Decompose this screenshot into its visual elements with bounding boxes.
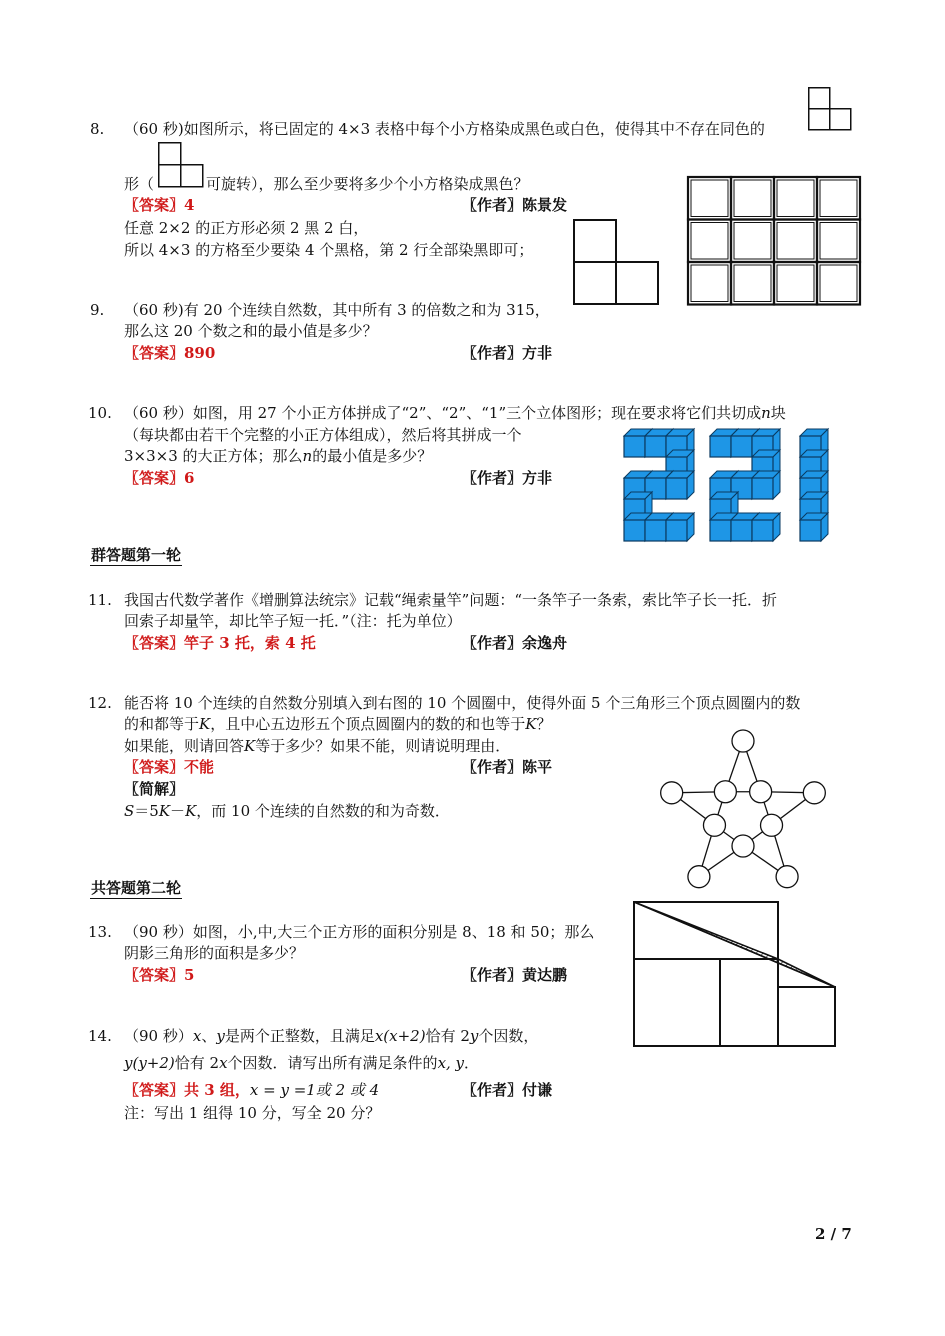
cube-front — [666, 520, 687, 541]
q10-answer: 〖答案〗6 — [124, 469, 195, 487]
q12-sol-minus: － — [170, 802, 186, 820]
pentagram-circles-figure — [668, 728, 818, 892]
q10-line3 — [124, 446, 432, 466]
cube-front — [710, 520, 731, 541]
q14-expr2: y(y+2) — [124, 1054, 175, 1072]
q11-author: 〖作者〗余逸舟 — [462, 634, 568, 652]
q13-answer: 〖答案〗5 — [124, 966, 195, 984]
q10-line1-text: （60 秒）如图，用 27 个小正方体拼成了“2”、“2”、“1”三个立体图形；现在要求将它们共切成 — [124, 404, 762, 422]
q10-number: 10. — [88, 404, 112, 422]
grid-4x3-figure — [686, 175, 862, 305]
grid-cell-inner — [734, 180, 771, 217]
grid-cell-inner — [820, 265, 857, 302]
cube-front — [800, 520, 821, 541]
q14-var-x: x — [192, 1027, 202, 1045]
q8-solution-1: 任意 2×2 的正方形必须 2 黑 2 白， — [124, 219, 369, 237]
outer-circle — [688, 866, 710, 888]
q14-expr1: x(x+2) — [374, 1027, 426, 1045]
q10-line2: （每块都由若干个完整的小正方体组成），然后将其拼成一个 — [124, 426, 522, 444]
grid-cell-inner — [820, 223, 857, 260]
q12-line3-post: 等于多少？如果不能，则请说明理由． — [255, 737, 511, 755]
q14-line1-d: 个因数， — [478, 1027, 539, 1045]
grid-cell — [688, 220, 731, 263]
q10-line3-post: 的最小值是多少？ — [312, 447, 433, 465]
three-squares-figure — [632, 900, 838, 1048]
cube-front — [624, 436, 645, 457]
q8-line2-suffix: 可旋转），那么至少要将多少个小方格染成黑色？ — [206, 175, 529, 193]
grid-cell-inner — [691, 180, 728, 217]
q8-solution-2: 所以 4×3 的方格至少要染 4 个黑格，第 2 行全部染黑即可； — [124, 241, 534, 259]
grid-cell — [817, 262, 860, 305]
q14-answer-a: 〖答案〗共 3 组， — [124, 1081, 250, 1099]
q10-var-n2: n — [302, 447, 313, 465]
q14-note: 注：写出 1 组得 10 分，写全 20 分？ — [124, 1104, 381, 1122]
grid-cell-inner — [777, 180, 814, 217]
grid-cell — [688, 177, 731, 220]
q14-var-y: y — [216, 1027, 225, 1045]
q10-var-n: n — [761, 404, 771, 422]
inner-circle — [714, 781, 736, 803]
q9-author: 〖作者〗方非 — [462, 344, 553, 362]
outer-circle — [661, 782, 683, 804]
q11-line1: 我国古代数学著作《增删算法统宗》记载“绳索量竿”问题：“一条竿子一条索，索比竿子长一托．折 — [124, 591, 778, 609]
cube-front — [752, 478, 773, 499]
cube-front — [710, 436, 731, 457]
grid-cell — [817, 220, 860, 263]
cube-front — [645, 520, 666, 541]
q14-line1-sep: 、 — [201, 1027, 217, 1045]
q8-number: 8. — [90, 120, 105, 138]
q14-line2 — [124, 1053, 479, 1073]
q12-line2-end: ？ — [536, 715, 552, 733]
q9-line1: （60 秒)有 20 个连续自然数，其中所有 3 的倍数之和为 315， — [124, 301, 550, 319]
q10-author: 〖作者〗方非 — [462, 469, 553, 487]
q12-sol-s: S — [124, 802, 135, 820]
cube-front — [645, 436, 666, 457]
q14-var-x2: x — [219, 1054, 228, 1072]
small-l-shape-icon — [808, 87, 852, 131]
outer-circle — [732, 730, 754, 752]
inner-circle — [761, 814, 783, 836]
q14-line2-end: ． — [464, 1054, 480, 1072]
cube-front — [752, 520, 773, 541]
grid-cell-inner — [777, 223, 814, 260]
q12-answer: 〖答案〗不能 — [124, 758, 215, 776]
q10-line1-end: 块 — [770, 404, 786, 422]
grid-cell — [774, 220, 817, 263]
q12-sol-k1: K — [158, 802, 171, 820]
q14-answer — [124, 1080, 379, 1100]
q12-line2-pre: 的和都等于 — [124, 715, 200, 733]
grid-cell — [731, 220, 774, 263]
q13-line2: 阴影三角形的面积是多少？ — [124, 944, 305, 962]
cube-front — [624, 520, 645, 541]
q13-author: 〖作者〗黄达鹏 — [462, 966, 568, 984]
q12-line3-pre: 如果能，则请回答 — [124, 737, 245, 755]
q12-number: 12. — [88, 694, 112, 712]
outer-circle — [803, 782, 825, 804]
grid-cell-inner — [734, 223, 771, 260]
q14-line1-b: 是两个正整数，且满足 — [224, 1027, 375, 1045]
q8-line2-prefix: 形（ — [124, 175, 155, 193]
q8-line1: （60 秒)如图所示，将已固定的 4×3 表格中每个小方格染成黑色或白色，使得其中不存在同色的 — [124, 120, 765, 138]
inner-circle — [750, 781, 772, 803]
q14-line2-a: 恰有 2 — [174, 1054, 220, 1072]
q11-number: 11. — [88, 591, 112, 609]
q12-brief-label: 〖简解〗 — [124, 780, 185, 798]
grid-cell — [774, 177, 817, 220]
cube-front — [731, 436, 752, 457]
q12-line1: 能否将 10 个连续的自然数分别填入到右图的 10 个圆圈中，使得外面 5 个三角形三个顶点圆圈内的数 — [124, 694, 801, 712]
q12-var-k2: K — [525, 715, 537, 733]
q12-line2 — [124, 714, 551, 734]
small-l-shape-inline-icon — [158, 142, 204, 188]
q11-answer: 〖答案〗竿子 3 托，索 4 托 — [124, 634, 316, 652]
q13-number: 13. — [88, 923, 112, 941]
q9-number: 9. — [90, 301, 105, 319]
q14-line1-a: （90 秒） — [124, 1027, 193, 1045]
section-shared-round-2: 共答题第二轮 — [91, 879, 182, 897]
q12-line2-mid: ，且中心五边形五个顶点圆圈内的数的和也等于 — [210, 715, 526, 733]
q9-answer: 〖答案〗890 — [124, 344, 216, 362]
q14-line1-c: 恰有 2 — [425, 1027, 470, 1045]
q9-line2: 那么这 20 个数之和的最小值是多少？ — [124, 322, 378, 340]
q13-line1: （90 秒）如图，小,中,大三个正方形的面积分别是 8、18 和 50；那么 — [124, 923, 595, 941]
q14-line2-b: 个因数．请写出所有满足条件的 — [227, 1054, 438, 1072]
cube-221-figure — [622, 428, 836, 552]
q11-line2: 回索子却量竿，却比竿子短一托．”（注：托为单位） — [124, 612, 462, 630]
grid-cell-inner — [777, 265, 814, 302]
inner-circle — [732, 835, 754, 857]
grid-cell — [688, 262, 731, 305]
q14-author: 〖作者〗付谦 — [462, 1081, 553, 1099]
q12-var-k1: K — [199, 715, 211, 733]
q8-author: 〖作者〗陈景发 — [462, 196, 568, 214]
grid-cell — [817, 177, 860, 220]
q10-line1 — [124, 403, 786, 423]
q14-var-y2: y — [469, 1027, 479, 1045]
cube-front — [666, 478, 687, 499]
q14-answer-b: x = y =1或 2 或 4 — [249, 1081, 380, 1099]
q12-sol-eq: ＝5 — [134, 802, 159, 820]
q12-author: 〖作者〗陈平 — [462, 758, 553, 776]
grid-cell-inner — [691, 265, 728, 302]
grid-cell — [731, 262, 774, 305]
q14-var-xy: x, y — [437, 1054, 465, 1072]
outer-circle — [776, 866, 798, 888]
grid-cell-inner — [691, 223, 728, 260]
q12-var-k3: K — [244, 737, 256, 755]
grid-cell — [774, 262, 817, 305]
section-group-round-1: 群答题第一轮 — [91, 546, 182, 564]
q12-line3 — [124, 736, 510, 756]
q12-solution — [124, 801, 450, 821]
l-shape-figure — [573, 219, 659, 305]
page-number: 2 / 7 — [815, 1225, 852, 1243]
grid-cell-inner — [734, 265, 771, 302]
inner-circle — [703, 814, 725, 836]
q12-sol-k2: K — [185, 802, 197, 820]
cube-front — [731, 520, 752, 541]
q10-line3-pre: 3×3×3 的大正方体；那么 — [124, 447, 303, 465]
grid-cell — [731, 177, 774, 220]
grid-cell-inner — [820, 180, 857, 217]
q14-line1 — [124, 1026, 538, 1046]
q14-number: 14. — [88, 1027, 112, 1045]
q8-answer: 〖答案〗4 — [124, 196, 195, 214]
q12-sol-post: ，而 10 个连续的自然数的和为奇数． — [196, 802, 450, 820]
